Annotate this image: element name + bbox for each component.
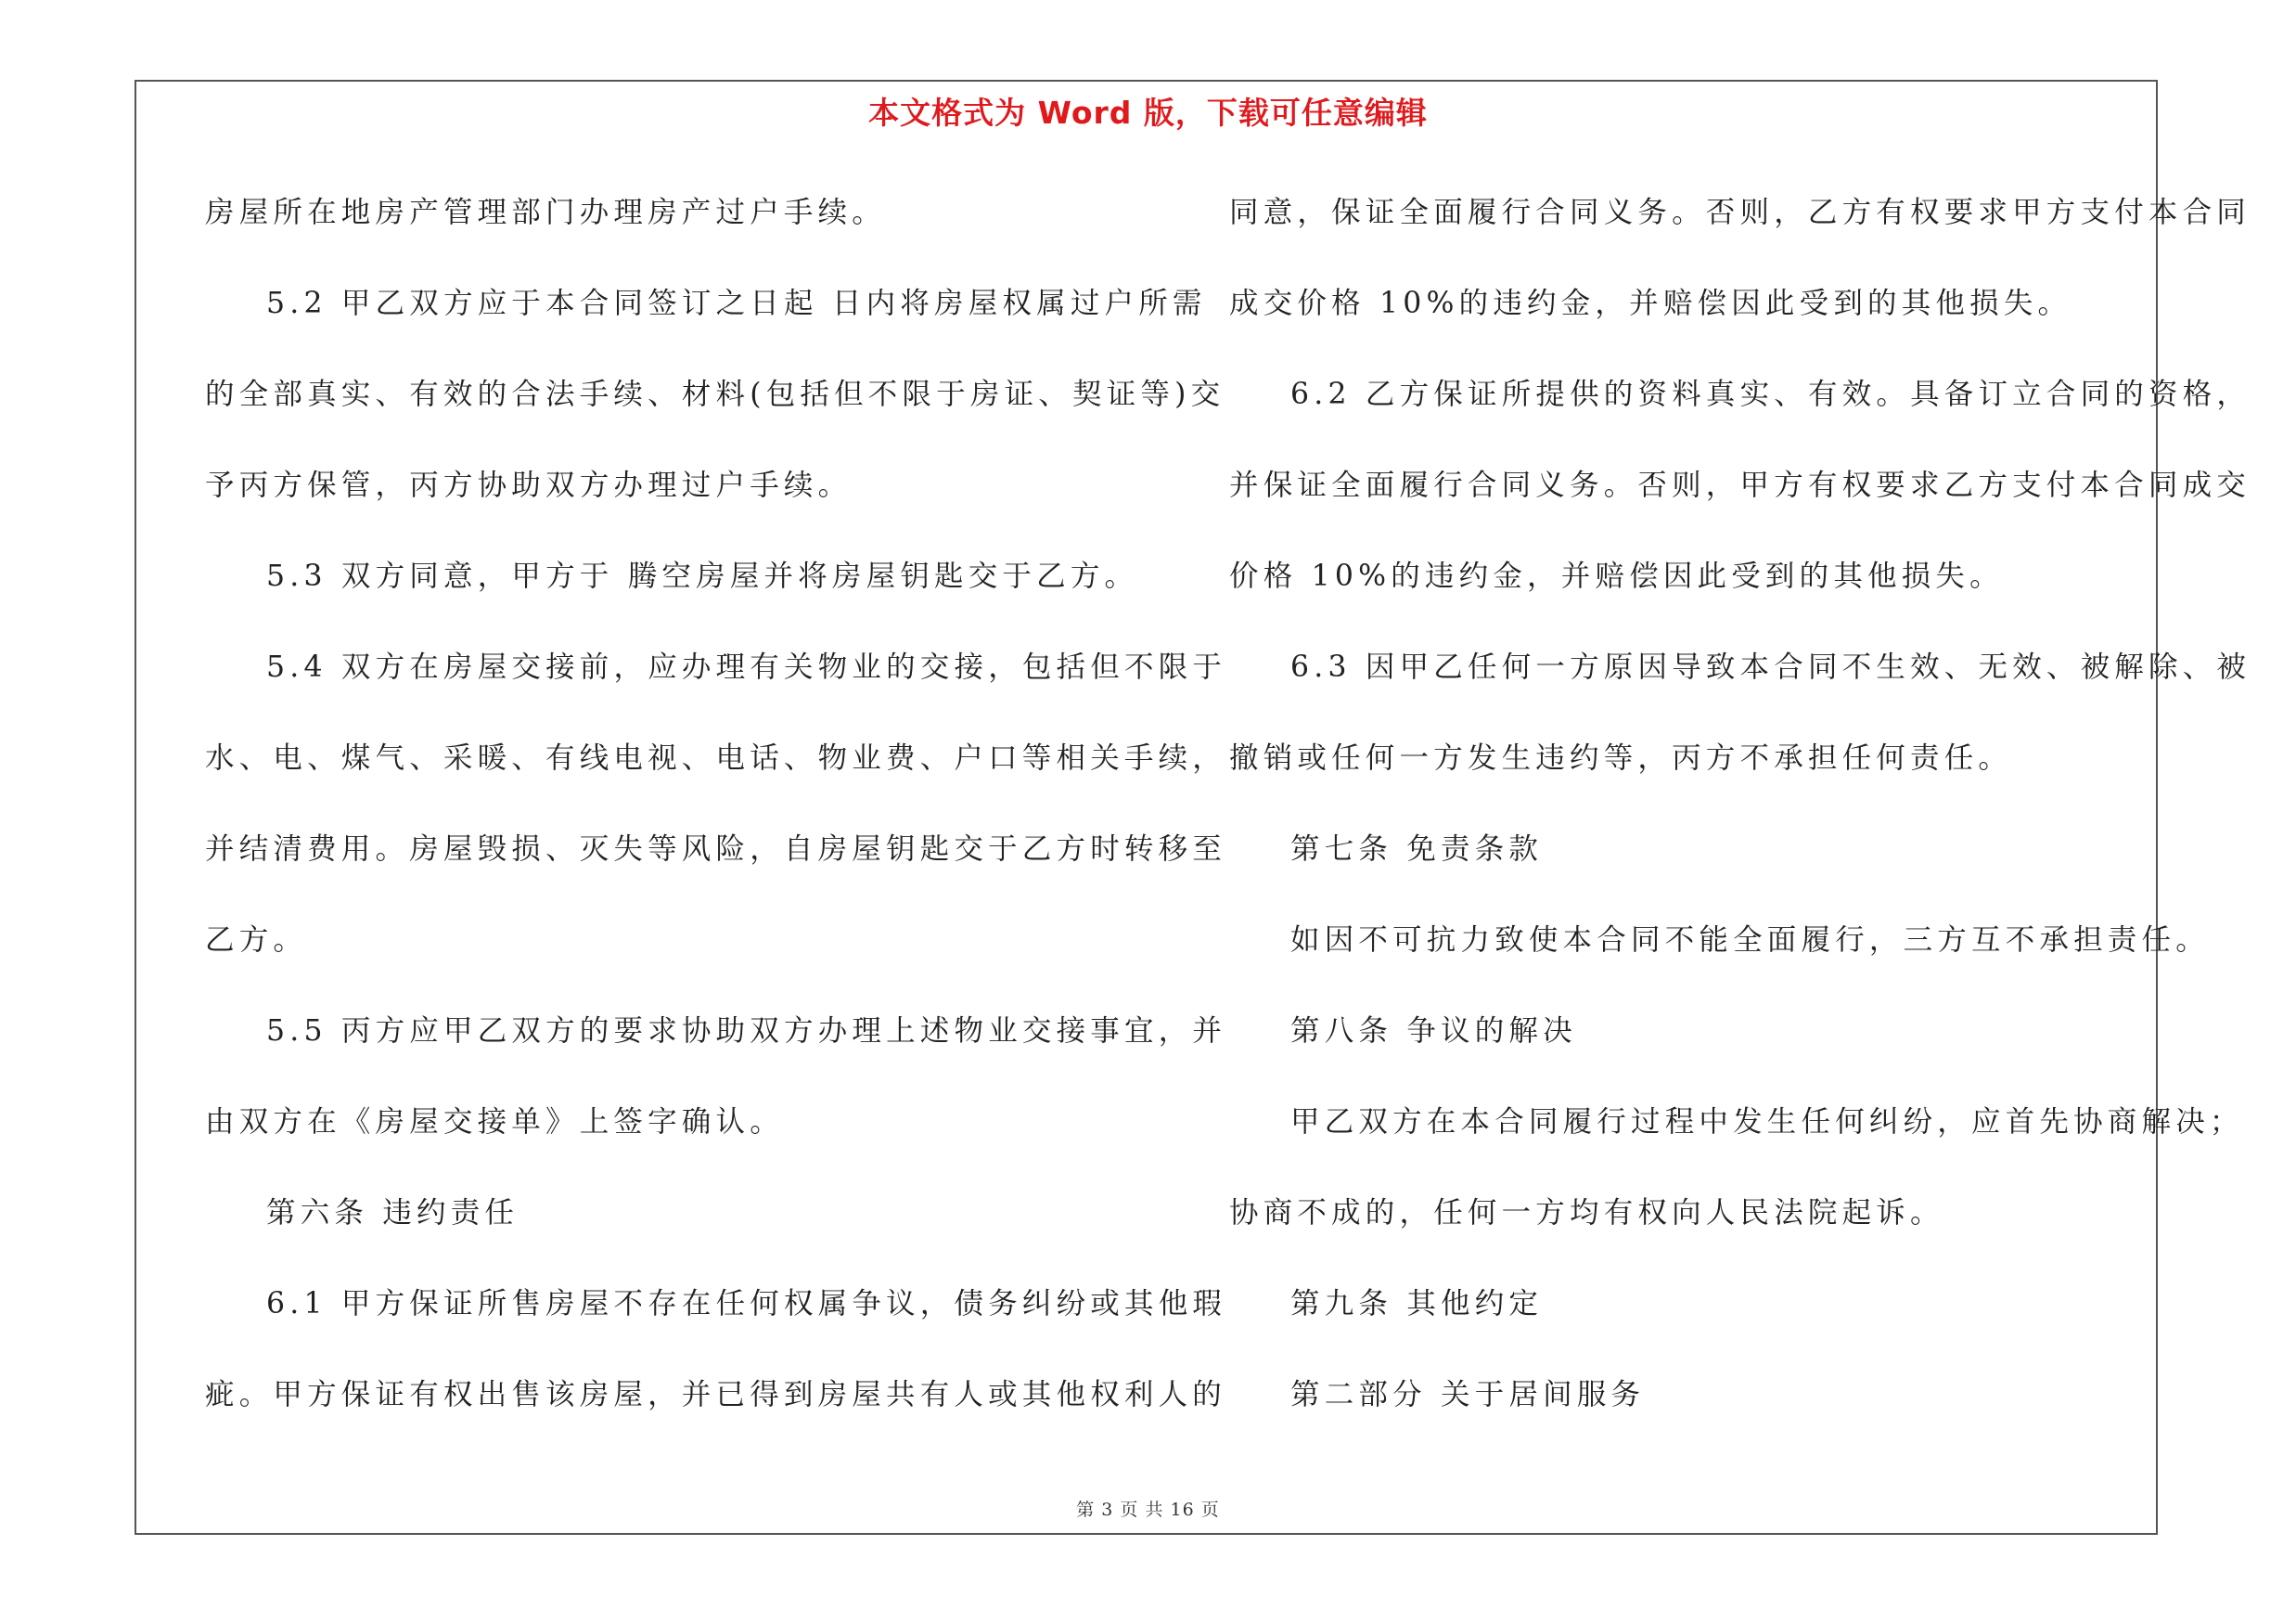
left-column bbox=[205, 182, 1227, 1455]
text-line: 乙方。 bbox=[205, 923, 308, 957]
text-line: 如因不可抗力致使本合同不能全面履行，三方互不承担责任。 bbox=[1290, 923, 2210, 957]
text-line: 第二部分 关于居间服务 bbox=[1290, 1378, 1646, 1411]
text-line: 水、电、煤气、采暖、有线电视、电话、物业费、户口等相关手续， bbox=[205, 741, 1227, 775]
text-line: 成交价格 10%的违约金，并赔偿因此受到的其他损失。 bbox=[1229, 287, 2072, 320]
text-line: 6.1 甲方保证所售房屋不存在任何权属争议，债务纠纷或其他瑕 bbox=[266, 1287, 1227, 1320]
text-line: 5.2 甲乙双方应于本合同签订之日起 日内将房屋权属过户所需 bbox=[266, 287, 1207, 320]
text-line: 第七条 免责条款 bbox=[1290, 832, 1544, 866]
text-line: 6.2 乙方保证所提供的资料真实、有效。具备订立合同的资格， bbox=[1290, 378, 2251, 411]
text-line: 5.3 双方同意，甲方于 腾空房屋并将房屋钥匙交于乙方。 bbox=[266, 560, 1139, 593]
text-line: 房屋所在地房产管理部门办理房产过户手续。 bbox=[205, 196, 887, 229]
text-line: 第六条 违约责任 bbox=[266, 1196, 519, 1230]
right-column bbox=[1229, 182, 2251, 1455]
format-banner: 本文格式为 Word 版，下载可任意编辑 bbox=[868, 95, 1428, 131]
text-line: 撤销或任何一方发生违约等，丙方不承担任何责任。 bbox=[1229, 741, 2013, 775]
text-line: 第八条 争议的解决 bbox=[1290, 1014, 1577, 1048]
page-number: 第 3 页 共 16 页 bbox=[1076, 1500, 1220, 1520]
text-line: 甲乙双方在本合同履行过程中发生任何纠纷，应首先协商解决； bbox=[1290, 1105, 2244, 1139]
text-line: 6.3 因甲乙任何一方原因导致本合同不生效、无效、被解除、被 bbox=[1290, 650, 2251, 684]
text-line: 并结清费用。房屋毁损、灭失等风险，自房屋钥匙交于乙方时转移至 bbox=[205, 832, 1227, 866]
text-line: 价格 10%的违约金，并赔偿因此受到的其他损失。 bbox=[1229, 560, 2004, 593]
text-line: 5.4 双方在房屋交接前，应办理有关物业的交接，包括但不限于 bbox=[266, 650, 1227, 684]
text-line: 第九条 其他约定 bbox=[1290, 1287, 1544, 1320]
text-line: 同意，保证全面履行合同义务。否则，乙方有权要求甲方支付本合同 bbox=[1229, 196, 2251, 229]
text-line: 协商不成的，任何一方均有权向人民法院起诉。 bbox=[1229, 1196, 1944, 1230]
text-line: 的全部真实、有效的合法手续、材料(包括但不限于房证、契证等)交 bbox=[205, 378, 1225, 411]
text-line: 由双方在《房屋交接单》上签字确认。 bbox=[205, 1105, 784, 1139]
text-line: 5.5 丙方应甲乙双方的要求协助双方办理上述物业交接事宜，并 bbox=[266, 1014, 1227, 1048]
text-line: 疵。甲方保证有权出售该房屋，并已得到房屋共有人或其他权利人的 bbox=[205, 1378, 1227, 1411]
text-line: 予丙方保管，丙方协助双方办理过户手续。 bbox=[205, 469, 853, 502]
text-line: 并保证全面履行合同义务。否则，甲方有权要求乙方支付本合同成交 bbox=[1229, 469, 2251, 502]
